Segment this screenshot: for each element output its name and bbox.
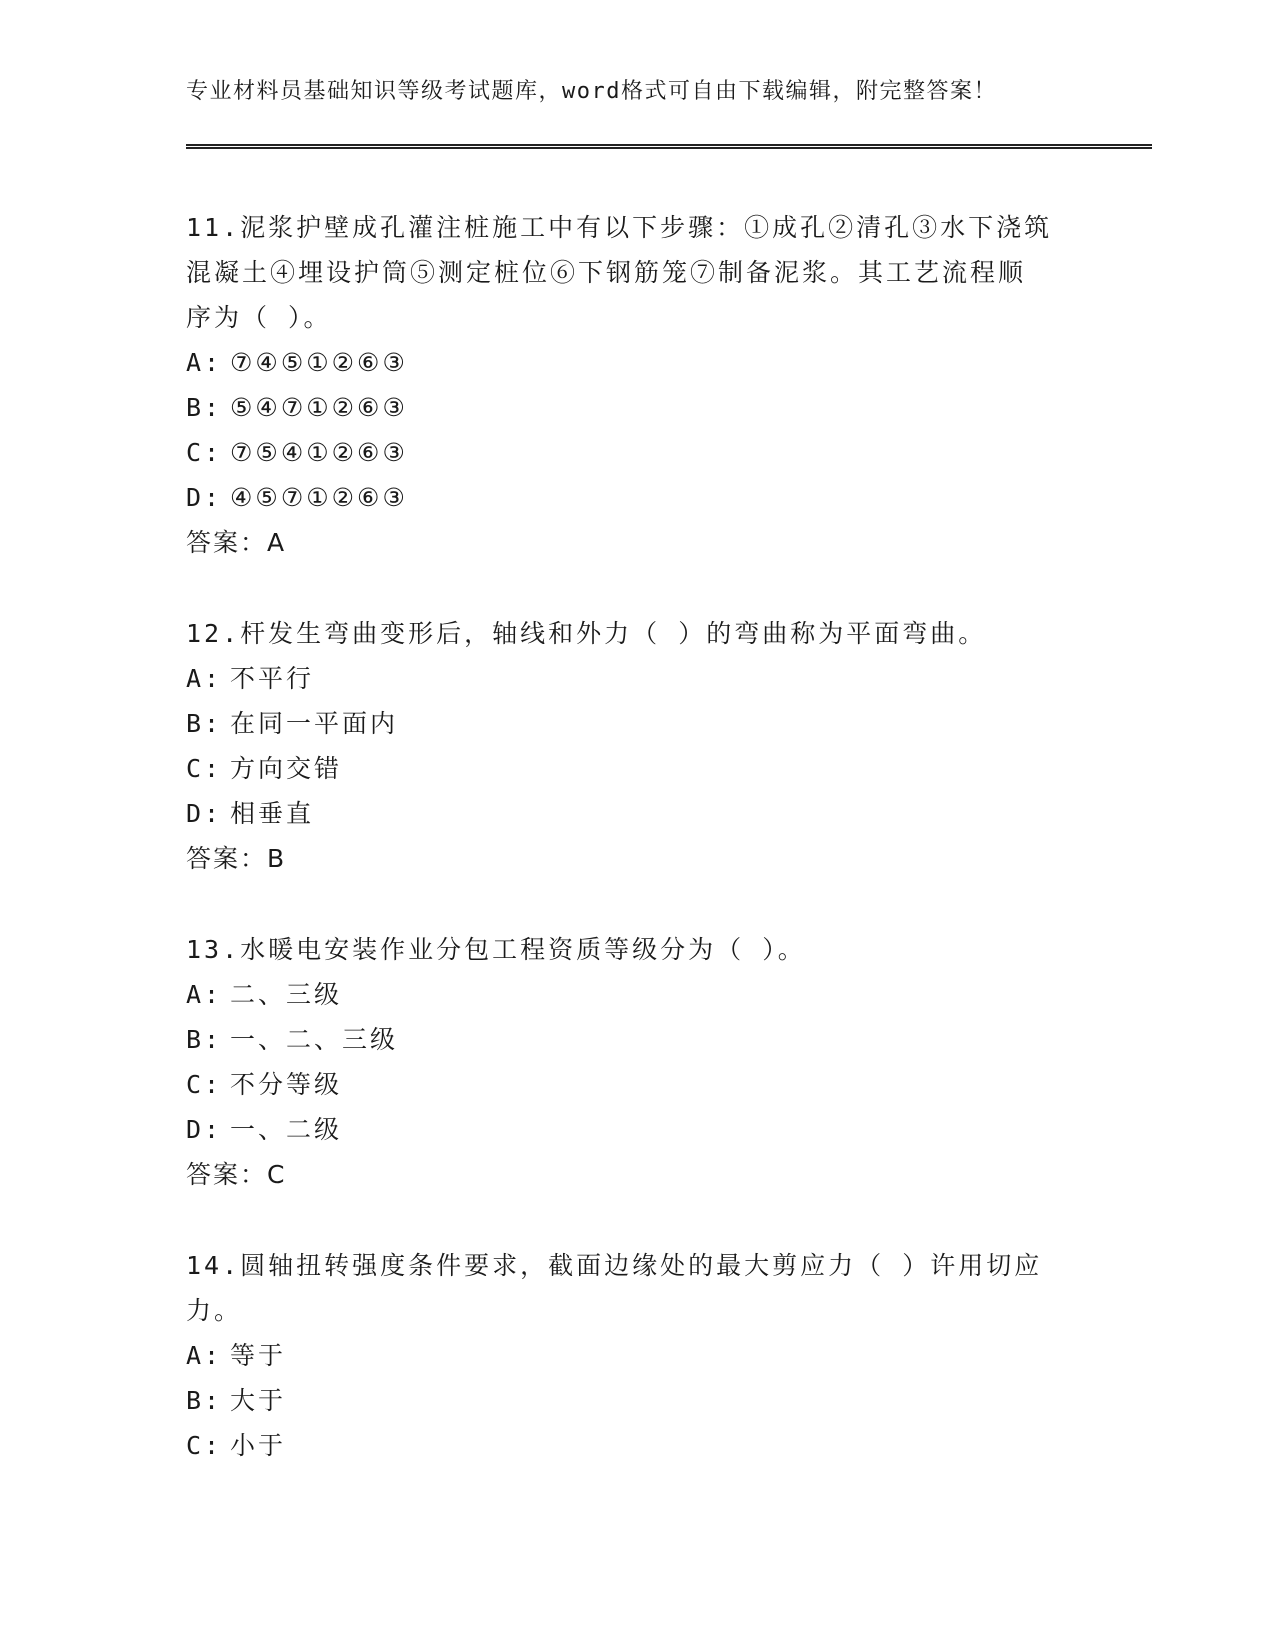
option-text: ⑦⑤④①②⑥③ <box>230 438 408 467</box>
option-letter: B: <box>186 709 223 738</box>
option-text: 方向交错 <box>230 754 343 783</box>
option-c <box>186 1423 1066 1468</box>
option-d <box>186 1107 1066 1152</box>
option-b <box>186 1017 1066 1062</box>
option-text: 等于 <box>230 1341 287 1370</box>
stem-line: 序为（ ）。 <box>186 303 332 332</box>
stem-line: 12.杆发生弯曲变形后，轴线和外力（ ）的弯曲称为平面弯曲。 <box>186 619 987 648</box>
stem-line: 混凝土④埋设护筒⑤测定桩位⑥下钢筋笼⑦制备泥浆。其工艺流程顺 <box>186 258 1027 287</box>
question-14 <box>186 1243 1066 1468</box>
option-c <box>186 746 1066 791</box>
question-12 <box>186 611 1066 881</box>
option-text: ⑦④⑤①②⑥③ <box>230 348 408 377</box>
option-a <box>186 972 1066 1017</box>
option-letter: C: <box>186 1431 223 1460</box>
stem-line: 11.泥浆护壁成孔灌注桩施工中有以下步骤：①成孔②清孔③水下浇筑 <box>186 213 1053 242</box>
question-stem <box>186 927 1066 972</box>
option-text: 不平行 <box>230 664 315 693</box>
option-text: 二、三级 <box>230 980 343 1009</box>
option-letter: C: <box>186 754 223 783</box>
option-text: 一、二、三级 <box>230 1025 399 1054</box>
option-c <box>186 1062 1066 1107</box>
option-text: 不分等级 <box>230 1070 343 1099</box>
question-stem <box>186 611 1066 656</box>
option-letter: B: <box>186 1386 223 1415</box>
option-letter: D: <box>186 799 223 828</box>
option-letter: B: <box>186 393 223 422</box>
answer-line: 答案：B <box>186 844 287 873</box>
option-d <box>186 475 1066 520</box>
question-stem <box>186 205 1066 340</box>
question-13 <box>186 927 1066 1197</box>
page-header: 专业材料员基础知识等级考试题库，word格式可自由下载编辑，附完整答案！ <box>186 79 997 104</box>
stem-line: 14.圆轴扭转强度条件要求，截面边缘处的最大剪应力（ ）许用切应 <box>186 1251 1043 1280</box>
stem-line: 13.水暖电安装作业分包工程资质等级分为（ ）。 <box>186 935 806 964</box>
option-text: ⑤④⑦①②⑥③ <box>230 393 408 422</box>
stem-line: 力。 <box>186 1296 243 1325</box>
option-b <box>186 1378 1066 1423</box>
option-letter: D: <box>186 1115 223 1144</box>
answer-line: 答案：C <box>186 1160 287 1189</box>
question-list <box>186 205 1066 1514</box>
option-a <box>186 340 1066 385</box>
option-b <box>186 701 1066 746</box>
option-text: 一、二级 <box>230 1115 343 1144</box>
option-letter: A: <box>186 664 223 693</box>
option-letter: C: <box>186 438 223 467</box>
option-letter: A: <box>186 980 223 1009</box>
option-c <box>186 430 1066 475</box>
option-text: 大于 <box>230 1386 287 1415</box>
header-divider <box>186 144 1152 149</box>
option-text: ④⑤⑦①②⑥③ <box>230 483 408 512</box>
option-b <box>186 385 1066 430</box>
option-text: 在同一平面内 <box>230 709 399 738</box>
option-d <box>186 791 1066 836</box>
option-text: 相垂直 <box>230 799 315 828</box>
option-a <box>186 1333 1066 1378</box>
option-a <box>186 656 1066 701</box>
answer-line: 答案：A <box>186 528 287 557</box>
option-text: 小于 <box>230 1431 287 1460</box>
question-stem <box>186 1243 1066 1333</box>
question-11 <box>186 205 1066 565</box>
option-letter: B: <box>186 1025 223 1054</box>
option-letter: D: <box>186 483 223 512</box>
option-letter: C: <box>186 1070 223 1099</box>
option-letter: A: <box>186 348 223 377</box>
option-letter: A: <box>186 1341 223 1370</box>
